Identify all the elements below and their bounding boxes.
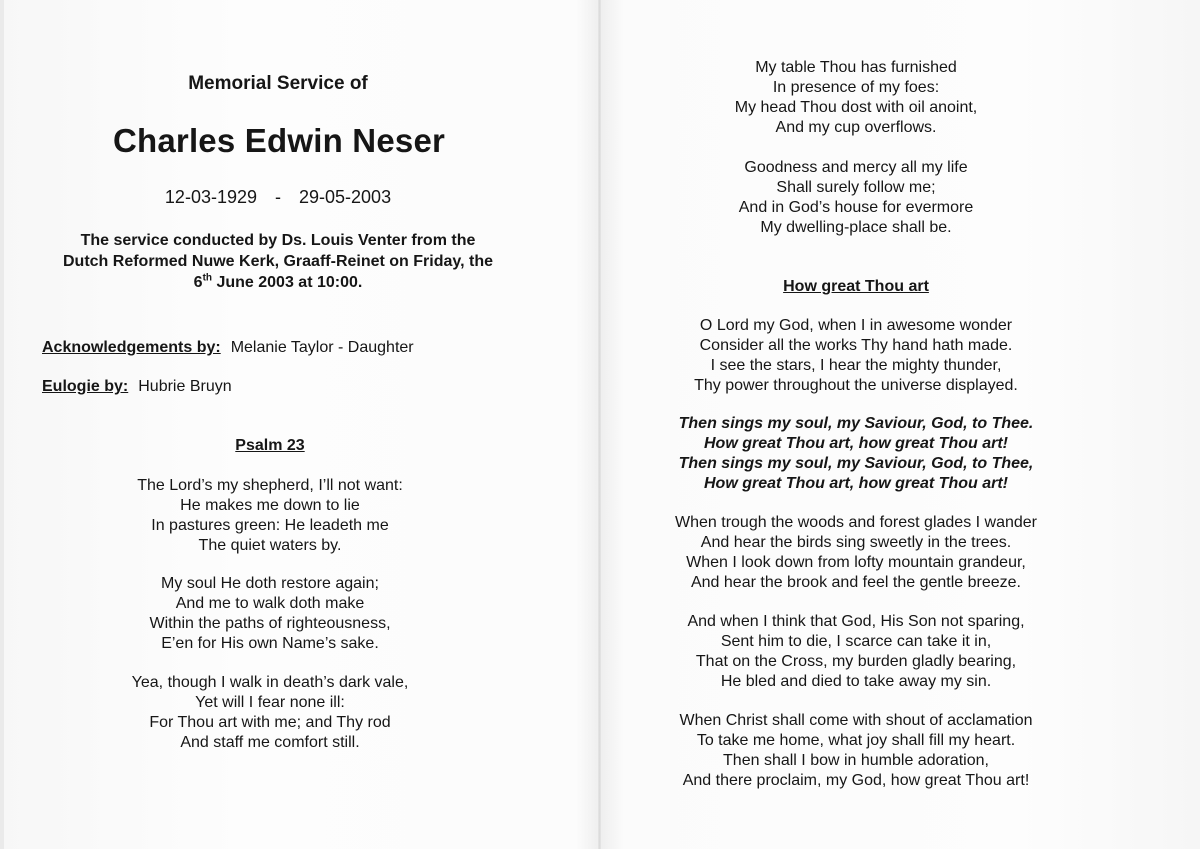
verse-line: He bled and died to take away my sin.	[720, 673, 992, 690]
verse-line: Within the paths of righteousness,	[149, 615, 391, 632]
chorus-line: Then sings my soul, my Saviour, God, to Thee,	[678, 455, 1034, 472]
verse-line: Thy power throughout the universe displayed.	[694, 377, 1018, 394]
hymn-verse-1	[606, 316, 1106, 396]
verse-line: And when I think that God, His Son not sparing,	[687, 613, 1025, 630]
verse-line: Sent him to die, I scarce can take it in,	[720, 633, 992, 650]
verse-line: And staff me comfort still.	[180, 734, 360, 751]
deceased-name: Charles Edwin Neser	[112, 122, 446, 159]
verse-line: The quiet waters by.	[198, 537, 342, 554]
death-date: 29-05-2003	[299, 187, 392, 207]
acknowledgements-value: Melanie Taylor - Daughter	[230, 339, 414, 356]
service-day: 6	[193, 274, 203, 291]
verse-line: And hear the birds sing sweetly in the trees.	[700, 534, 1012, 551]
verse-line: My dwelling-place shall be.	[760, 219, 952, 236]
eulogie-label: Eulogie by:	[42, 378, 129, 395]
verse-line: When trough the woods and forest glades I wander	[675, 514, 1037, 531]
verse-line: I see the stars, I hear the mighty thunder,	[710, 357, 1002, 374]
memorial-heading: Memorial Service of	[188, 73, 368, 94]
acknowledgements-row	[42, 338, 414, 358]
verse-line: O Lord my God, when I in awesome wonder	[699, 317, 1013, 334]
verse-line: That on the Cross, my burden gladly bearing,	[695, 653, 1017, 670]
verse-line: He makes me down to lie	[180, 497, 360, 514]
eulogie-value: Hubrie Bruyn	[138, 378, 232, 395]
service-date-time: June 2003 at 10:00.	[212, 274, 363, 291]
chorus-line: How great Thou art, how great Thou art!	[704, 475, 1008, 492]
verse-line: Goodness and mercy all my life	[744, 159, 968, 176]
service-line-1: The service conducted by Ds. Louis Venter from the	[80, 232, 476, 249]
verse-line: E’en for His own Name’s sake.	[161, 635, 379, 652]
verse-line: The Lord’s my shepherd, I’ll not want:	[137, 477, 403, 494]
service-line-2: Dutch Reformed Nuwe Kerk, Graaff-Reinet on Friday, the	[63, 253, 493, 270]
right-page	[604, 0, 1200, 849]
birth-date: 12-03-1929	[164, 187, 257, 207]
chorus-line: Then sings my soul, my Saviour, God, to Thee.	[678, 415, 1034, 432]
life-dates	[110, 185, 446, 209]
verse-line: And my cup overflows.	[775, 119, 937, 136]
verse-line: In presence of my foes:	[772, 79, 940, 96]
service-line-3	[20, 272, 536, 293]
verse-line: My head Thou dost with oil anoint,	[734, 99, 978, 116]
service-day-suffix: th	[202, 272, 213, 284]
hymn-chorus	[606, 414, 1106, 494]
verse-line: And there proclaim, my God, how great Thou art!	[682, 772, 1030, 789]
hymn-verse-4	[606, 711, 1106, 791]
service-details	[20, 230, 536, 293]
verse-line: Then shall I bow in humble adoration,	[723, 752, 989, 769]
psalm-verse-5	[656, 158, 1056, 238]
verse-line: For Thou art with me; and Thy rod	[149, 714, 391, 731]
verse-line: And me to walk doth make	[175, 595, 365, 612]
verse-line: Consider all the works Thy hand hath made.	[699, 337, 1013, 354]
date-separator: -	[275, 187, 281, 207]
psalm-verse-3	[70, 673, 470, 753]
verse-line: My table Thou has furnished	[755, 59, 957, 76]
verse-line: In pastures green: He leadeth me	[151, 517, 389, 534]
psalm-title: Psalm 23	[235, 437, 305, 454]
verse-line: My soul He doth restore again;	[161, 575, 379, 592]
verse-line: When Christ shall come with shout of acclamation	[679, 712, 1033, 729]
verse-line: To take me home, what joy shall fill my heart.	[696, 732, 1016, 749]
verse-line: When I look down from lofty mountain grandeur,	[686, 554, 1026, 571]
center-fold	[598, 0, 601, 849]
verse-line: Yet will I fear none ill:	[195, 694, 345, 711]
left-page	[0, 0, 560, 849]
verse-line: Shall surely follow me;	[776, 179, 936, 196]
psalm-verse-4	[656, 58, 1056, 138]
hymn-verse-3	[606, 612, 1106, 692]
psalm-verse-2	[70, 574, 470, 654]
hymn-verse-2	[606, 513, 1106, 593]
hymn-title: How great Thou art	[783, 278, 929, 295]
verse-line: Yea, though I walk in death’s dark vale,	[131, 674, 409, 691]
psalm-verse-1	[70, 476, 470, 556]
chorus-line: How great Thou art, how great Thou art!	[704, 435, 1008, 452]
verse-line: And in God’s house for evermore	[738, 199, 974, 216]
acknowledgements-label: Acknowledgements by:	[42, 339, 221, 356]
verse-line: And hear the brook and feel the gentle breeze.	[690, 574, 1021, 591]
eulogie-row	[42, 377, 232, 397]
